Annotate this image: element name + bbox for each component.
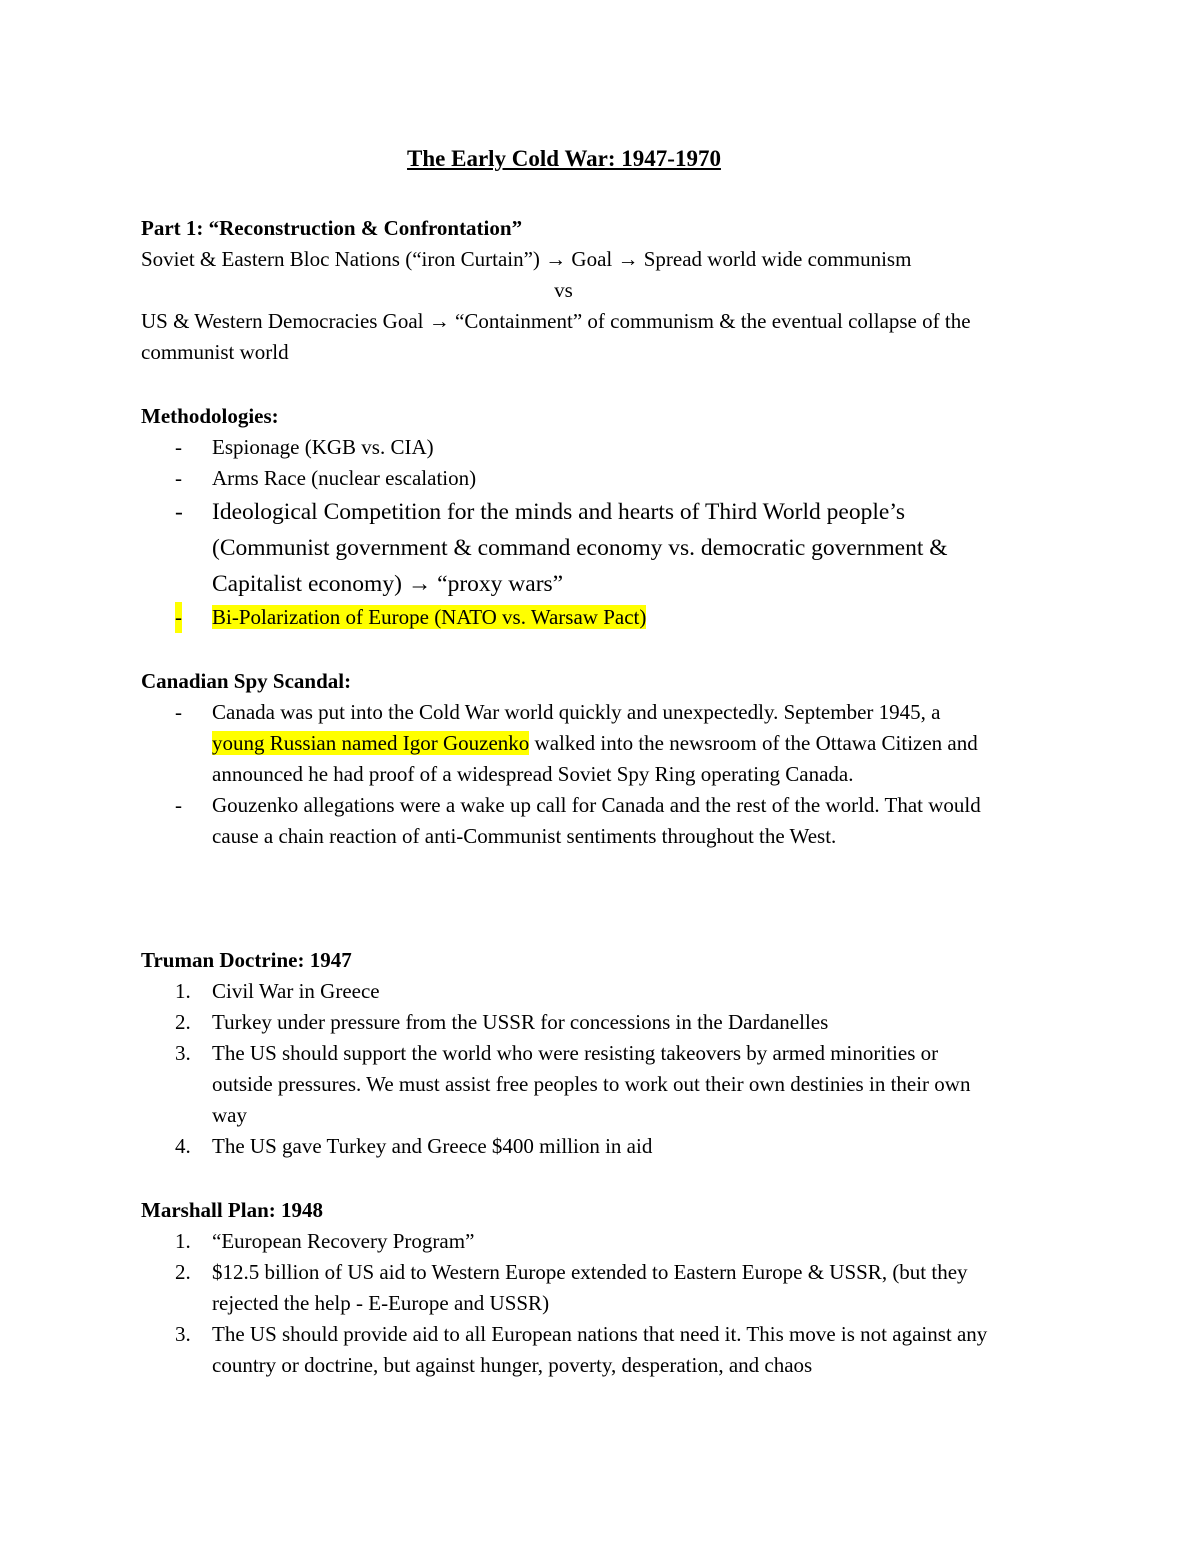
list-item <box>141 1038 991 1131</box>
part1-section <box>141 213 991 368</box>
marshall-heading: Marshall Plan: 1948 <box>141 1198 323 1222</box>
highlighted-text: young Russian named Igor Gouzenko <box>212 731 530 755</box>
methodologies-heading: Methodologies: <box>141 404 279 428</box>
list-item-text: Gouzenko allegations were a wake up call for Canada and the rest of the world. That would cause a chain reaction of anti-Communist sentiments throughout the West. <box>212 793 981 848</box>
list-item-text: The US should support the world who were resisting takeovers by armed minorities or outside pressures. We must assist free peoples to work out their own destinies in their own way <box>212 1041 971 1127</box>
number-marker: 4. <box>175 1134 191 1158</box>
list-item-text: The US gave Turkey and Greece $400 million in aid <box>212 1134 653 1158</box>
list-item-text: “European Recovery Program” <box>212 1229 475 1253</box>
part1-soviet-line: Soviet & Eastern Bloc Nations (“iron Curtain”) → Goal → Spread world wide communism <box>141 247 912 271</box>
list-item <box>141 463 991 494</box>
list-item <box>141 602 991 633</box>
list-item <box>141 697 991 790</box>
list-item <box>141 1131 991 1162</box>
number-marker: 3. <box>175 1041 191 1065</box>
dash-marker: - <box>175 793 182 817</box>
list-item <box>141 1319 991 1381</box>
part1-heading: Part 1: “Reconstruction & Confrontation” <box>141 216 523 240</box>
list-item-text: Arms Race (nuclear escalation) <box>212 466 477 490</box>
dash-marker: - <box>175 435 182 459</box>
part1-vs: vs <box>554 278 573 302</box>
list-item-text: Espionage (KGB vs. CIA) <box>212 435 434 459</box>
list-item-text: $12.5 billion of US aid to Western Europe extended to Eastern Europe & USSR, (but they rejected the help - E-Europe and USSR) <box>212 1260 968 1315</box>
list-item <box>141 1007 991 1038</box>
number-marker: 2. <box>175 1260 191 1284</box>
canadian-spy-list <box>141 697 991 852</box>
canadian-spy-heading: Canadian Spy Scandal: <box>141 669 352 693</box>
list-item <box>141 1257 991 1319</box>
list-item-text-highlighted: Bi-Polarization of Europe (NATO vs. Warsaw Pact) <box>212 605 647 629</box>
list-item <box>141 976 991 1007</box>
number-marker: 3. <box>175 1322 191 1346</box>
list-item-text: Ideological Competition for the minds and hearts of Third World people’s (Communist government & command economy vs. democratic government & Capitalist economy) → “proxy wars” <box>212 499 948 597</box>
canadian-spy-section <box>141 666 991 852</box>
list-item-text: walked into the newsroom of the Ottawa Citizen and announced he had proof of a widespread Soviet Spy Ring operating Canada. <box>212 731 978 786</box>
dash-marker: - <box>175 602 182 633</box>
dash-marker: - <box>175 499 183 525</box>
list-item <box>141 432 991 463</box>
number-marker: 1. <box>175 979 191 1003</box>
methodologies-list <box>141 432 991 633</box>
list-item <box>141 1226 991 1257</box>
page-title: The Early Cold War: 1947-1970 <box>407 146 721 171</box>
list-item-text: Canada was put into the Cold War world quickly and unexpectedly. September 1945, a <box>212 700 941 724</box>
truman-heading: Truman Doctrine: 1947 <box>141 948 352 972</box>
list-item-text: Turkey under pressure from the USSR for concessions in the Dardanelles <box>212 1010 829 1034</box>
list-item <box>141 790 991 852</box>
marshall-list <box>141 1226 991 1381</box>
list-item-text: Civil War in Greece <box>212 979 380 1003</box>
number-marker: 1. <box>175 1229 191 1253</box>
methodologies-section <box>141 401 991 633</box>
marshall-section <box>141 1195 991 1381</box>
list-item-text: The US should provide aid to all European nations that need it. This move is not against any country or doctrine, but against hunger, poverty, desperation, and chaos <box>212 1322 988 1377</box>
truman-section <box>141 945 991 1162</box>
part1-us-line: US & Western Democracies Goal → “Containment” of communism & the eventual collapse of the communist world <box>141 309 971 364</box>
dash-marker: - <box>175 466 182 490</box>
number-marker: 2. <box>175 1010 191 1034</box>
list-item <box>141 494 991 602</box>
dash-marker: - <box>175 700 182 724</box>
truman-list <box>141 976 991 1162</box>
